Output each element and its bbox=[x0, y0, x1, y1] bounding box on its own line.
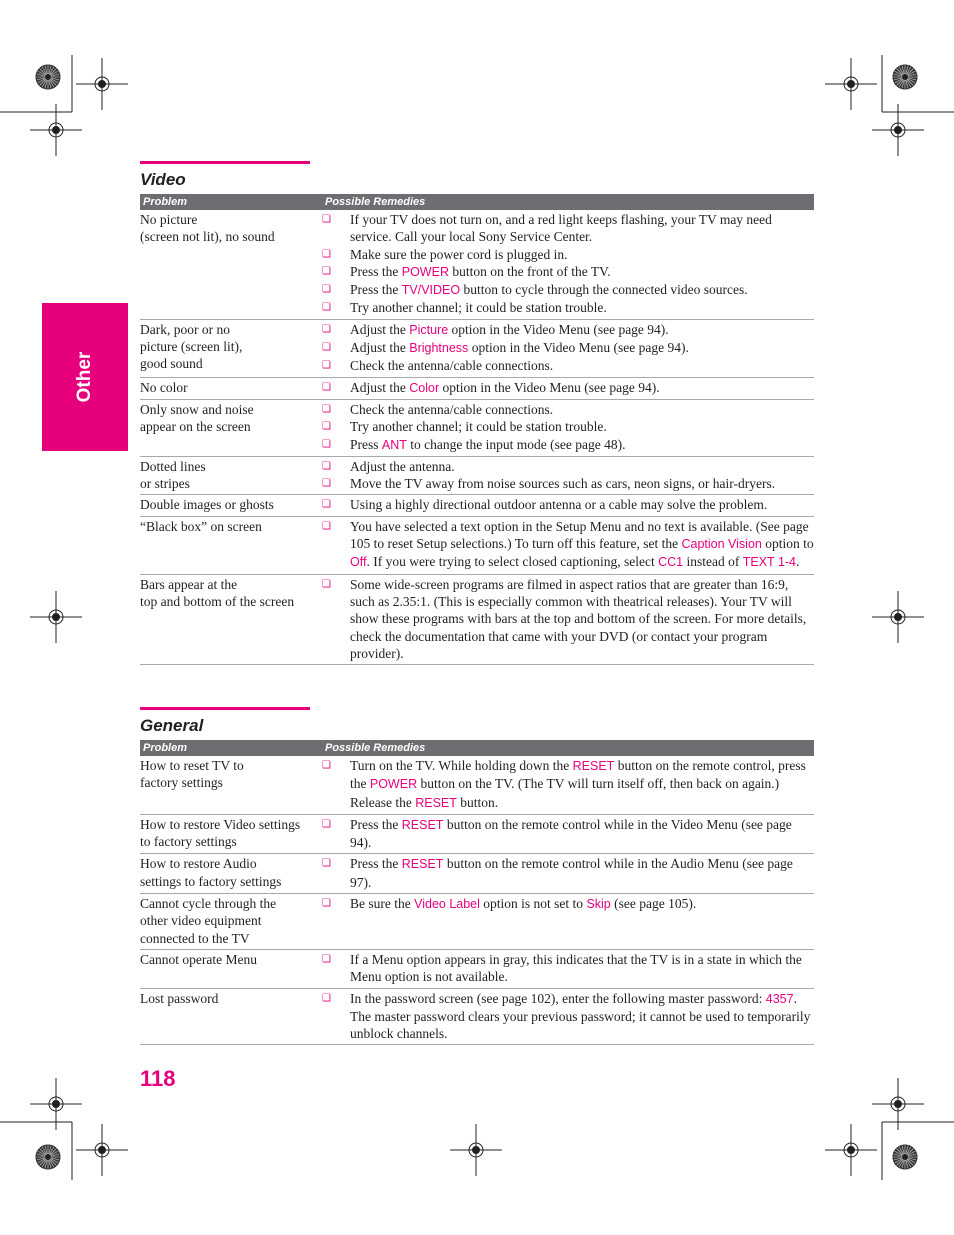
remedy-text bbox=[350, 281, 814, 299]
remedy-item bbox=[322, 401, 814, 418]
remedy-item bbox=[322, 357, 814, 374]
remedies-cell bbox=[322, 951, 814, 986]
text-run: . bbox=[796, 554, 800, 570]
control-label: Video Label bbox=[414, 897, 480, 912]
text-run: Adjust the bbox=[350, 379, 410, 395]
color-target-icon bbox=[893, 1145, 917, 1169]
remedy-text bbox=[350, 339, 814, 357]
remedy-text bbox=[350, 436, 814, 454]
remedies-cell bbox=[322, 576, 814, 662]
checkbox-bullet-icon: ❏ bbox=[322, 760, 331, 771]
text-run: Check the antenna/cable connections. bbox=[350, 401, 554, 417]
checkbox-bullet-icon: ❏ bbox=[322, 342, 331, 354]
text-run: button on the front of the TV. bbox=[448, 263, 611, 279]
text-run: Adjust the antenna. bbox=[350, 458, 455, 474]
table-row bbox=[140, 756, 814, 815]
remedies-cell bbox=[322, 458, 814, 493]
text-run: Move the TV away from noise sources such as cars, neon signs, or hair-dryers. bbox=[350, 476, 776, 492]
table-row bbox=[140, 894, 814, 950]
remedies-cell bbox=[322, 379, 814, 397]
text-run: button. bbox=[456, 794, 499, 810]
control-label: POWER bbox=[401, 264, 449, 279]
registration-mark-icon bbox=[825, 1124, 877, 1176]
text-run: button on the remote control, press the bbox=[350, 758, 806, 792]
remedies-cell bbox=[322, 496, 814, 513]
registration-mark-icon bbox=[76, 58, 128, 110]
problem-cell: How to restore Video settings to factory settings bbox=[140, 816, 301, 850]
remedies-column-header: Possible Remedies bbox=[325, 196, 426, 208]
text-run: button on the remote control while in the Audio Menu (see page 97). bbox=[350, 856, 793, 890]
problem-cell: Cannot cycle through the other video equipment connected to the TV bbox=[140, 896, 277, 946]
remedy-text bbox=[350, 211, 814, 246]
table-header bbox=[140, 194, 814, 210]
remedies-cell bbox=[322, 990, 814, 1043]
text-run: option in the Video Menu (see page 94). bbox=[439, 379, 660, 395]
checkbox-bullet-icon: ❏ bbox=[322, 858, 331, 870]
remedy-text bbox=[350, 518, 814, 572]
text-run: Be sure the bbox=[350, 896, 415, 912]
text-run: Press the bbox=[350, 263, 402, 279]
table-row bbox=[140, 854, 814, 894]
checkbox-bullet-icon: ❏ bbox=[322, 578, 331, 590]
control-label: POWER bbox=[369, 777, 418, 792]
video-section bbox=[140, 161, 814, 665]
remedy-item bbox=[322, 458, 814, 475]
remedy-item bbox=[322, 518, 814, 572]
remedy-text bbox=[350, 401, 814, 418]
table-header bbox=[140, 740, 814, 756]
text-run: . If you were trying to select closed captioning, select bbox=[366, 554, 659, 570]
problem-cell: Dotted lines or stripes bbox=[140, 458, 206, 492]
remedy-item bbox=[322, 757, 814, 812]
problem-cell: No color bbox=[140, 379, 188, 395]
remedy-item bbox=[322, 990, 814, 1043]
remedies-cell bbox=[322, 211, 814, 317]
table-row bbox=[140, 815, 814, 855]
side-tab-label: Other bbox=[74, 351, 95, 403]
text-run: Check the antenna/cable connections. bbox=[350, 358, 554, 374]
remedy-text bbox=[350, 816, 814, 852]
problem-cell: How to restore Audio settings to factory settings bbox=[140, 856, 282, 889]
control-label: RESET bbox=[572, 759, 615, 773]
remedy-item bbox=[322, 816, 814, 852]
text-run: button to cycle through the connected video sources. bbox=[460, 282, 748, 298]
checkbox-bullet-icon: ❏ bbox=[322, 360, 331, 372]
text-run: In the password screen (see page 102), enter the following master password: bbox=[350, 990, 766, 1006]
table-row bbox=[140, 950, 814, 989]
remedy-item bbox=[322, 855, 814, 891]
remedy-text bbox=[350, 458, 814, 475]
table-row bbox=[140, 989, 814, 1046]
remedy-item bbox=[322, 475, 814, 492]
remedy-item bbox=[322, 436, 814, 454]
checkbox-bullet-icon: ❏ bbox=[322, 478, 331, 490]
control-label: Picture bbox=[409, 322, 449, 337]
remedies-cell bbox=[322, 895, 814, 947]
remedies-cell bbox=[322, 855, 814, 891]
checkbox-bullet-icon: ❏ bbox=[322, 265, 331, 277]
problem-cell: How to reset TV to factory settings bbox=[140, 758, 244, 791]
control-label: TEXT 1-4 bbox=[742, 555, 797, 570]
section-rule bbox=[140, 161, 310, 164]
control-label: Skip bbox=[586, 897, 611, 912]
remedy-item bbox=[322, 418, 814, 435]
remedy-text bbox=[350, 263, 814, 281]
remedy-text bbox=[350, 855, 814, 891]
remedy-text bbox=[350, 475, 814, 492]
problem-cell: “Black box” on screen bbox=[140, 518, 262, 534]
remedies-cell bbox=[322, 757, 814, 812]
problem-column-header: Problem bbox=[143, 196, 188, 208]
problem-cell: Lost password bbox=[140, 990, 219, 1006]
remedy-item bbox=[322, 321, 814, 339]
checkbox-bullet-icon: ❏ bbox=[322, 421, 331, 433]
text-run: option in the Video Menu (see page 94). bbox=[468, 340, 689, 356]
remedy-text bbox=[350, 357, 814, 374]
problem-cell: Double images or ghosts bbox=[140, 497, 274, 513]
control-label: Color bbox=[409, 380, 440, 395]
problem-cell: Cannot operate Menu bbox=[140, 951, 257, 967]
text-run: Try another channel; it could be station trouble. bbox=[350, 419, 607, 435]
table-row bbox=[140, 457, 814, 496]
text-run: Press the bbox=[350, 856, 402, 872]
text-run: option is not set to bbox=[479, 896, 587, 912]
remedy-text bbox=[350, 576, 814, 662]
text-run: option in the Video Menu (see page 94). bbox=[448, 321, 669, 337]
remedy-text bbox=[350, 757, 814, 812]
remedy-text bbox=[350, 299, 814, 316]
text-run: Adjust the bbox=[350, 321, 410, 337]
checkbox-bullet-icon: ❏ bbox=[322, 460, 331, 472]
text-run: Try another channel; it could be station trouble. bbox=[350, 300, 607, 316]
remedies-cell bbox=[322, 816, 814, 852]
checkbox-bullet-icon: ❏ bbox=[322, 381, 331, 393]
control-label: RESET bbox=[415, 795, 457, 810]
text-run: You have selected a text option in the Setup Menu and no text is available. (See page 105 to reset Setup selections.) To turn off this feature, set the bbox=[350, 518, 809, 552]
text-run: If a Menu option appears in gray, this indicates that the TV is in a state in which the Menu option is not available. bbox=[350, 951, 802, 985]
troubleshooting-table bbox=[140, 210, 814, 665]
control-label: RESET bbox=[401, 817, 444, 832]
control-label: 4357 bbox=[765, 991, 794, 1006]
table-row bbox=[140, 320, 814, 378]
checkbox-bullet-icon: ❏ bbox=[322, 248, 331, 260]
text-run: Press the bbox=[350, 816, 402, 832]
control-label: TV/VIDEO bbox=[401, 283, 461, 298]
registration-mark-icon bbox=[825, 58, 877, 110]
text-run: Press the bbox=[350, 282, 402, 298]
control-label: ANT bbox=[381, 437, 407, 452]
remedy-item bbox=[322, 576, 814, 662]
remedy-item bbox=[322, 246, 814, 263]
text-run: Turn on the TV. While holding down the bbox=[350, 758, 573, 773]
checkbox-bullet-icon: ❏ bbox=[322, 992, 331, 1004]
text-run: button on the remote control while in the Video Menu (see page 94). bbox=[350, 816, 792, 851]
text-run: Using a highly directional outdoor antenna or a cable may solve the problem. bbox=[350, 497, 768, 513]
remedy-item bbox=[322, 895, 814, 913]
table-row bbox=[140, 210, 814, 320]
checkbox-bullet-icon: ❏ bbox=[322, 323, 331, 335]
checkbox-bullet-icon: ❏ bbox=[322, 953, 331, 965]
color-target-icon bbox=[36, 65, 60, 89]
text-run: to change the input mode (see page 48). bbox=[406, 436, 626, 452]
remedy-item bbox=[322, 496, 814, 513]
control-label: Caption Vision bbox=[681, 537, 762, 552]
remedy-text bbox=[350, 321, 814, 339]
problem-cell: Dark, poor or no picture (screen lit), good sound bbox=[140, 321, 243, 372]
remedy-item bbox=[322, 211, 814, 246]
remedies-cell bbox=[322, 518, 814, 572]
remedies-cell bbox=[322, 321, 814, 375]
text-run: button on the TV. (The TV will turn itself off, then back on again.) Release the bbox=[350, 776, 780, 810]
page-number: 118 bbox=[140, 1066, 176, 1091]
remedy-text bbox=[350, 246, 814, 263]
side-tab-other bbox=[42, 303, 128, 451]
registration-mark-icon bbox=[872, 591, 924, 643]
remedy-item bbox=[322, 299, 814, 316]
remedies-cell bbox=[322, 401, 814, 454]
table-row bbox=[140, 378, 814, 400]
registration-mark-icon bbox=[30, 591, 82, 643]
control-label: CC1 bbox=[658, 555, 684, 570]
table-row bbox=[140, 517, 814, 575]
troubleshooting-table bbox=[140, 756, 814, 1045]
remedies-column-header: Possible Remedies bbox=[325, 742, 426, 754]
checkbox-bullet-icon: ❏ bbox=[322, 403, 331, 415]
text-run: Adjust the bbox=[350, 340, 410, 356]
remedy-item bbox=[322, 951, 814, 986]
remedy-item bbox=[322, 339, 814, 357]
table-row bbox=[140, 575, 814, 665]
remedy-text bbox=[350, 990, 814, 1043]
checkbox-bullet-icon: ❏ bbox=[322, 520, 331, 532]
remedy-item bbox=[322, 379, 814, 397]
remedy-item bbox=[322, 281, 814, 299]
table-row bbox=[140, 495, 814, 516]
problem-cell: Bars appear at the top and bottom of the screen bbox=[140, 576, 295, 609]
problem-column-header: Problem bbox=[143, 742, 188, 754]
general-section bbox=[140, 707, 814, 1045]
text-run: option to bbox=[761, 536, 814, 552]
table-row bbox=[140, 400, 814, 457]
color-target-icon bbox=[36, 1145, 60, 1169]
registration-mark-icon bbox=[450, 1124, 502, 1176]
remedy-text bbox=[350, 895, 814, 913]
problem-cell: Only snow and noise appear on the screen bbox=[140, 401, 254, 435]
remedy-text bbox=[350, 418, 814, 435]
text-run: . The master password clears your previous password; it cannot be used to temporarily unblock channels. bbox=[350, 990, 811, 1042]
text-run: If your TV does not turn on, and a red light keeps flashing, your TV may need service. Call your local Sony Service Center. bbox=[350, 212, 772, 245]
remedy-text bbox=[350, 951, 814, 986]
remedy-item bbox=[322, 263, 814, 281]
checkbox-bullet-icon: ❏ bbox=[322, 818, 331, 830]
section-title: General bbox=[140, 716, 204, 735]
checkbox-bullet-icon: ❏ bbox=[322, 284, 331, 296]
checkbox-bullet-icon: ❏ bbox=[322, 898, 331, 910]
remedy-text bbox=[350, 379, 814, 397]
checkbox-bullet-icon: ❏ bbox=[322, 302, 331, 314]
text-run: Some wide-screen programs are filmed in aspect ratios that are greater than 16:9, such as 2.35:1. (This is especially common with theatrical releases). Your TV will show these programs with bars at the top and bottom of the screen. For more details, check the documentation that came with your DVD (or contact your program provider). bbox=[350, 576, 807, 661]
problem-cell: No picture (screen not lit), no sound bbox=[140, 212, 275, 245]
control-label: Brightness bbox=[409, 341, 469, 356]
section-rule bbox=[140, 707, 310, 710]
control-label: Off bbox=[350, 555, 367, 570]
control-label: RESET bbox=[401, 857, 444, 872]
text-run: Make sure the power cord is plugged in. bbox=[350, 246, 568, 262]
text-run: Press bbox=[350, 436, 382, 452]
registration-mark-icon bbox=[76, 1124, 128, 1176]
color-target-icon bbox=[893, 65, 917, 89]
section-title: Video bbox=[140, 170, 186, 189]
checkbox-bullet-icon: ❏ bbox=[322, 438, 331, 450]
remedy-text bbox=[350, 496, 814, 513]
checkbox-bullet-icon: ❏ bbox=[322, 214, 331, 225]
checkbox-bullet-icon: ❏ bbox=[322, 499, 331, 511]
text-run: instead of bbox=[683, 554, 743, 570]
text-run: (see page 105). bbox=[610, 896, 697, 912]
